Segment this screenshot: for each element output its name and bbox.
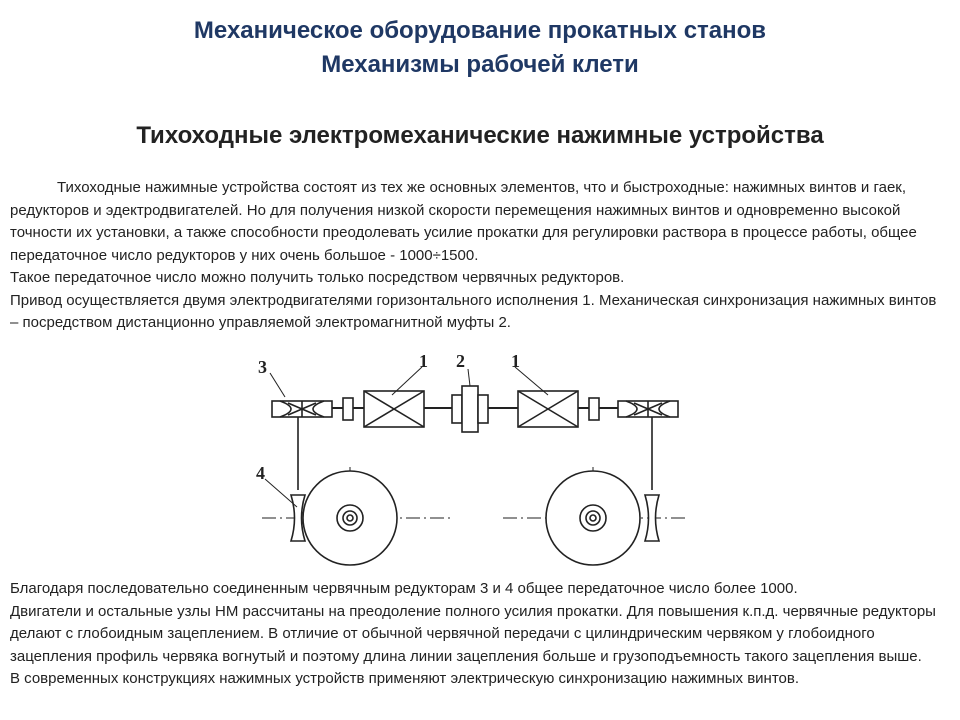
slide-title: Механическое оборудование прокатных станов	[193, 17, 767, 44]
outro-text	[10, 578, 945, 691]
slide-header	[0, 14, 960, 82]
section-title: Тихоходные электромеханические нажимные устройства	[136, 122, 824, 149]
intro-paragraph-1: Тихоходные нажимные устройства состоят из тех же основных элементов, что и быстроходные: нажимных винтов и гаек, редукторов и эдектродвигателей. Но для получения низкой скорости перемещения нажимных винтов и одновременно высокой точности их установки, а также способности преодолевать усилие прокатки для регулировки раствора в процессе работы, общее передаточное число редукторов у них очень большое - 1000÷1500.	[10, 179, 917, 264]
worm-wheel-left	[291, 471, 397, 565]
label-2: 2	[456, 351, 465, 371]
worm-gear-right	[618, 401, 678, 417]
label-1-right: 1	[511, 351, 520, 371]
slide-subtitle: Механизмы рабочей клети	[321, 51, 639, 78]
motor-right	[518, 391, 578, 427]
worm-gear-left	[272, 401, 332, 417]
coupling-right	[589, 398, 599, 420]
outro-paragraph-2: Двигатели и остальные узлы НМ рассчитаны на преодоление полного усилия прокатки. Для повышения к.п.д. червячные редукторы делают с глобоидным зацеплением. В отличие от обычной червячной передачи с цилиндрическим червяком у глобоидного зацепления профиль червяка вогнутый и поэтому длина линии зацепления больше и грузоподъемность такого зацепления выше.	[10, 602, 936, 665]
motor-left	[364, 391, 424, 427]
intro-text	[10, 177, 945, 335]
outro-paragraph-3: В современных конструкциях нажимных устройств применяют электрическую синхронизацию нажимных винтов.	[10, 670, 800, 687]
clutch	[452, 386, 488, 432]
intro-paragraph-3: Привод осуществляется двумя электродвигателями горизонтального исполнения 1. Механическая синхронизация нажимных винтов – посредством дистанционно управляемой электромагнитной муфты 2.	[10, 291, 937, 331]
outro-paragraph-1: Благодаря последовательно соединенным червячным редукторам 3 и 4 общее передаточное число более 1000.	[10, 580, 798, 597]
label-3: 3	[258, 357, 267, 377]
intro-paragraph-2: Такое передаточное число можно получить только посредством червячных редукторов.	[10, 269, 625, 286]
label-4: 4	[256, 463, 265, 483]
kinematic-diagram	[0, 345, 960, 580]
label-1-left: 1	[419, 351, 428, 371]
coupling-left	[343, 398, 353, 420]
